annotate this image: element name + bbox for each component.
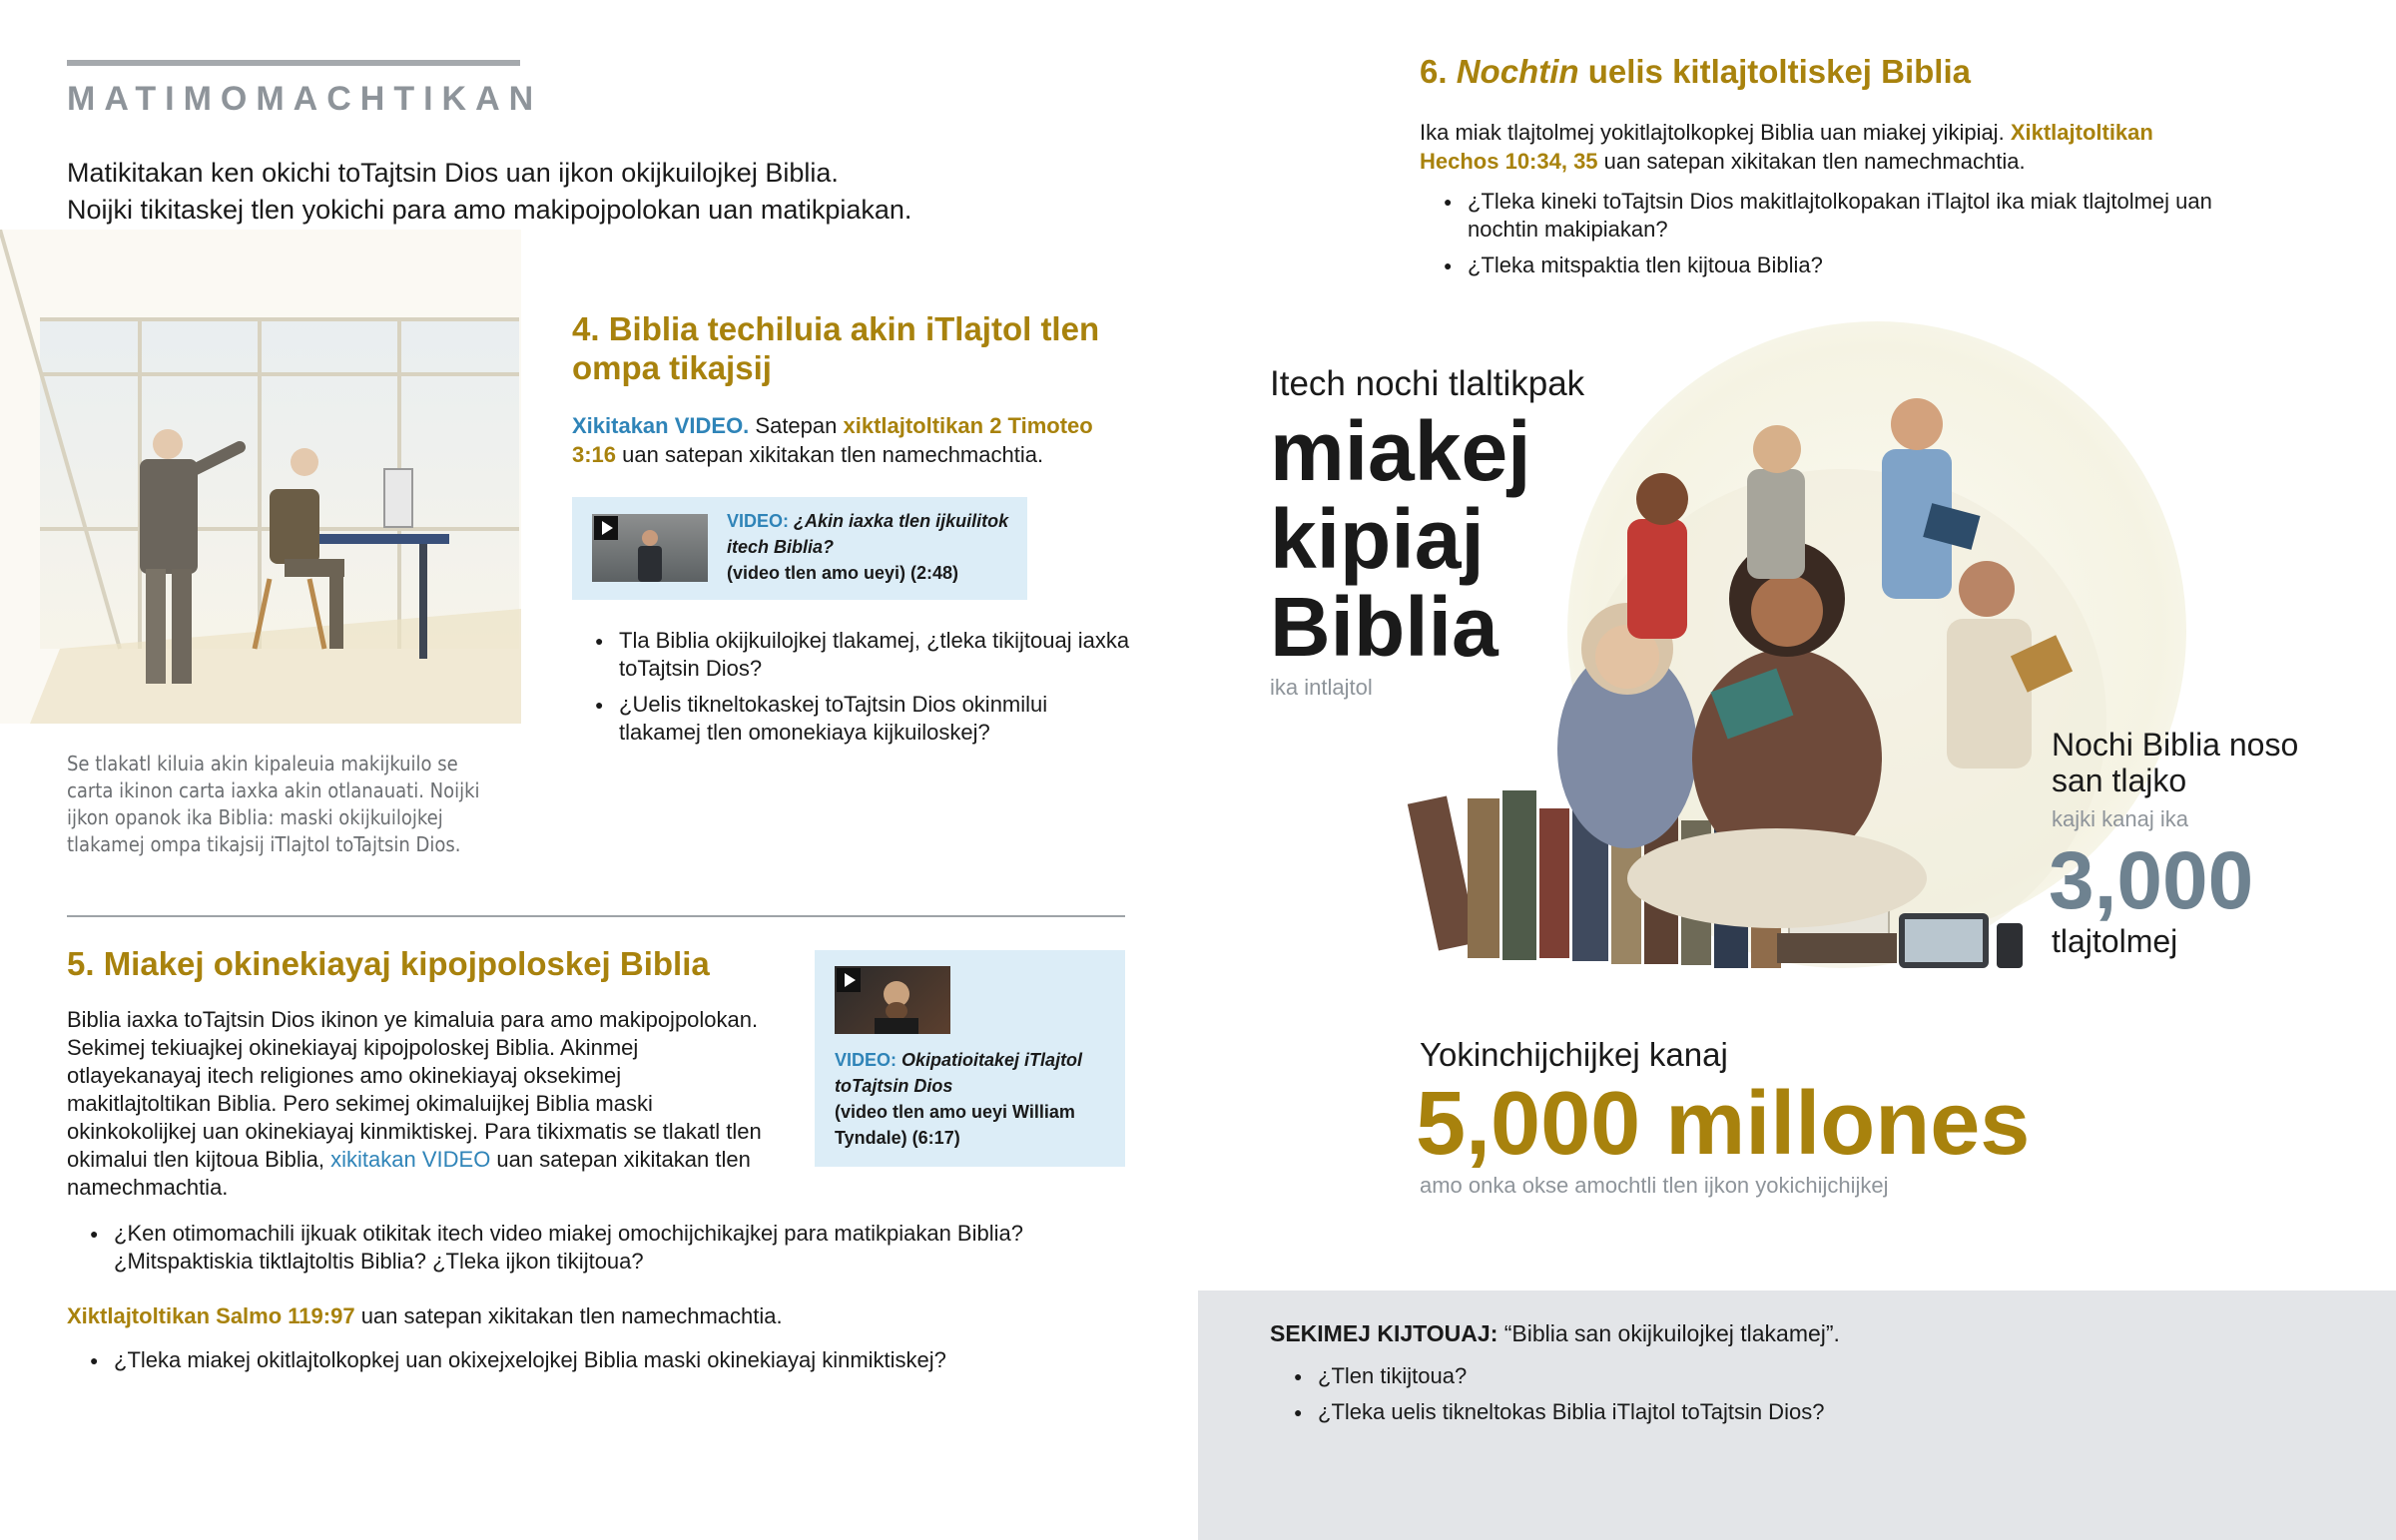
section-divider bbox=[67, 915, 1125, 917]
question-item: ● ¿Tlen tikijtoua? bbox=[1294, 1362, 2192, 1390]
question-item: ● ¿Tleka miakej okitlajtolkopkej uan okixejxelojkej Biblia maski okinekiayaj kinmiktiskej? bbox=[90, 1346, 1138, 1374]
video-title[interactable]: ¿Akin iaxka tlen ijkuilitok itech Biblia? bbox=[727, 511, 1009, 557]
infographic-top-label: Itech nochi tlaltikpak bbox=[1270, 364, 1585, 403]
stat-copies-sub: amo onka okse amochtli tlen ijkon yokichijchijkej bbox=[1420, 1173, 1889, 1198]
illustration-caption: Se tlakatl kiluia akin kipaleuia makijkuilo se carta ikinon carta iaxka akin otlanauati. Noijki ijkon opanok ika Biblia: maski okijkuilojkej tlakamej ompa tikajsij iTlajtol toTajtsin Dios. bbox=[67, 752, 480, 856]
section-5-scripture bbox=[67, 1302, 1065, 1330]
question-item: ● Tla Biblia okijkuilojkej tlakamej, ¿tleka tikijtouaj iaxka toTajtsin Dios? bbox=[595, 627, 1134, 683]
summary-statement bbox=[1270, 1320, 1840, 1347]
video-meta: (video tlen amo ueyi) (2:48) bbox=[727, 563, 959, 583]
video-title[interactable]: Okipatioitakej iTlajtol toTajtsin Dios bbox=[835, 1050, 1083, 1096]
video-meta: (video tlen amo ueyi William Tyndale) (6:17) bbox=[835, 1102, 1075, 1148]
video-thumbnail[interactable] bbox=[835, 966, 950, 1034]
section-kicker: MATIMOMACHTIKAN bbox=[67, 80, 543, 118]
scripture-link-hechos[interactable]: Xiktlajtoltikan Hechos 10:34, 35 bbox=[1420, 120, 2153, 174]
s6-body-end: uan satepan xikitakan tlen namechmachtia. bbox=[1597, 149, 2026, 174]
video-card-5-text bbox=[835, 1047, 1114, 1151]
section-5-title: 5. Miakej okinekiayaj kipojpoloskej Biblia bbox=[67, 945, 710, 982]
question-item: ● ¿Uelis tikneltokaskej toTajtsin Dios okinmilui tlakamej tlen omonekiaya kijkuiloskej? bbox=[595, 691, 1134, 747]
section-5-questions-2 bbox=[90, 1346, 1138, 1382]
stat-languages-label: Nochi Biblia noso san tlajko bbox=[2052, 727, 2299, 798]
section-5-body bbox=[67, 1006, 766, 1202]
section-4-questions bbox=[595, 627, 1134, 755]
stat-copies-label: Yokinchijchijkej kanaj bbox=[1420, 1036, 1728, 1073]
intro-text bbox=[67, 155, 1065, 229]
question-item: ● ¿Tleka kineki toTajtsin Dios makitlajtolkopakan iTlajtol ika miak tlajtolmej uan nochtin makipiakan? bbox=[1444, 188, 2242, 244]
header-rule bbox=[67, 60, 520, 66]
stat-languages-unit: tlajtolmej bbox=[2052, 923, 2178, 959]
s5-ref-end: uan satepan xikitakan tlen namechmachtia. bbox=[354, 1303, 783, 1328]
video-thumbnail[interactable] bbox=[592, 514, 708, 582]
question-item: ● ¿Tleka uelis tikneltokas Biblia iTlajtol toTajtsin Dios? bbox=[1294, 1398, 2192, 1426]
video-card-4-text bbox=[727, 508, 1016, 586]
infographic-top-big: miakej kipiaj Biblia bbox=[1270, 404, 1531, 674]
scripture-link-2-timoteo[interactable]: xiktlajtoltikan 2 Timoteo 3:16 bbox=[572, 413, 1093, 467]
intro-line-2: Noijki tikitaskej tlen yokichi para amo makipojpolokan uan matikpiakan. bbox=[67, 195, 912, 225]
section-4-instruction bbox=[572, 411, 1131, 469]
video-label: VIDEO: bbox=[835, 1050, 898, 1070]
section-6-questions bbox=[1444, 188, 2242, 287]
section-4-title: 4. Biblia techiluia akin iTlajtol tlen ompa tikajsij bbox=[572, 310, 1100, 386]
stat-languages-sub: kajki kanaj ika bbox=[2052, 806, 2188, 831]
video-link-4[interactable]: Xikitakan VIDEO. bbox=[572, 413, 750, 438]
s4-text-end: uan satepan xikitakan tlen namechmachtia. bbox=[616, 442, 1044, 467]
summary-questions bbox=[1294, 1362, 2192, 1434]
video-label: VIDEO: bbox=[727, 511, 790, 531]
scripture-link-salmo[interactable]: Xiktlajtoltikan Salmo 119:97 bbox=[67, 1303, 355, 1328]
title-num: 6. bbox=[1420, 53, 1457, 90]
video-card-5[interactable] bbox=[815, 950, 1125, 1167]
stat-languages-number: 3,000 bbox=[2049, 835, 2254, 926]
infographic-top-sub: ika intlajtol bbox=[1270, 675, 1373, 700]
summary-label: SEKIMEJ KIJTOUAJ: bbox=[1270, 1320, 1498, 1346]
title-ital: Nochtin bbox=[1456, 53, 1579, 90]
s5-body-text: Biblia iaxka toTajtsin Dios ikinon ye kimaluia para amo makipojpolokan. Sekimej tekiuajkej okinekiayaj kipojpoloskej Biblia. Akinmej otlayekanayaj itech religiones amo okinekiayaj oksekimej makitlajtoltikan Biblia. Pero sekimej okimaluijkej Biblia maski okinkokolijkej uan okinekiayaj kinmiktiskej. Para tikixmatis se tlakatl tlen okimalui tlen kijtoua Biblia, bbox=[67, 1007, 762, 1172]
video-card-4[interactable] bbox=[572, 497, 1027, 600]
s5-body-end: uan satepan xikitakan tlen namechmachtia. bbox=[67, 1147, 751, 1200]
stat-copies-number: 5,000 millones bbox=[1416, 1074, 2031, 1174]
question-item: ● ¿Ken otimomachili ijkuak otikitak itech video miakej omochijchikajkej para matikpiakan Biblia? ¿Mitspaktiskia tiktlajtoltis Biblia? ¿Tleka ijkon tikijtoua? bbox=[90, 1220, 1038, 1276]
intro-line-1: Matikitakan ken okichi toTajtsin Dios uan ijkon okijkuilojkej Biblia. bbox=[67, 158, 839, 188]
section-5-questions bbox=[90, 1220, 1038, 1283]
summary-quote: “Biblia san okijkuilojkej tlakamej”. bbox=[1498, 1320, 1840, 1346]
section-6-title bbox=[1420, 53, 2318, 91]
question-item: ● ¿Tleka mitspaktia tlen kijtoua Biblia? bbox=[1444, 252, 2242, 279]
section-6-body bbox=[1420, 118, 2238, 176]
s6-body-text: Ika miak tlajtolmej yokitlajtolkopkej Biblia uan miakej yikipiaj. bbox=[1420, 120, 2011, 145]
title-rest: uelis kitlajtoltiskej Biblia bbox=[1578, 53, 1971, 90]
video-link-5[interactable]: xikitakan VIDEO bbox=[330, 1147, 491, 1172]
office-illustration bbox=[0, 230, 521, 724]
s4-text-mid: Satepan bbox=[749, 413, 844, 438]
